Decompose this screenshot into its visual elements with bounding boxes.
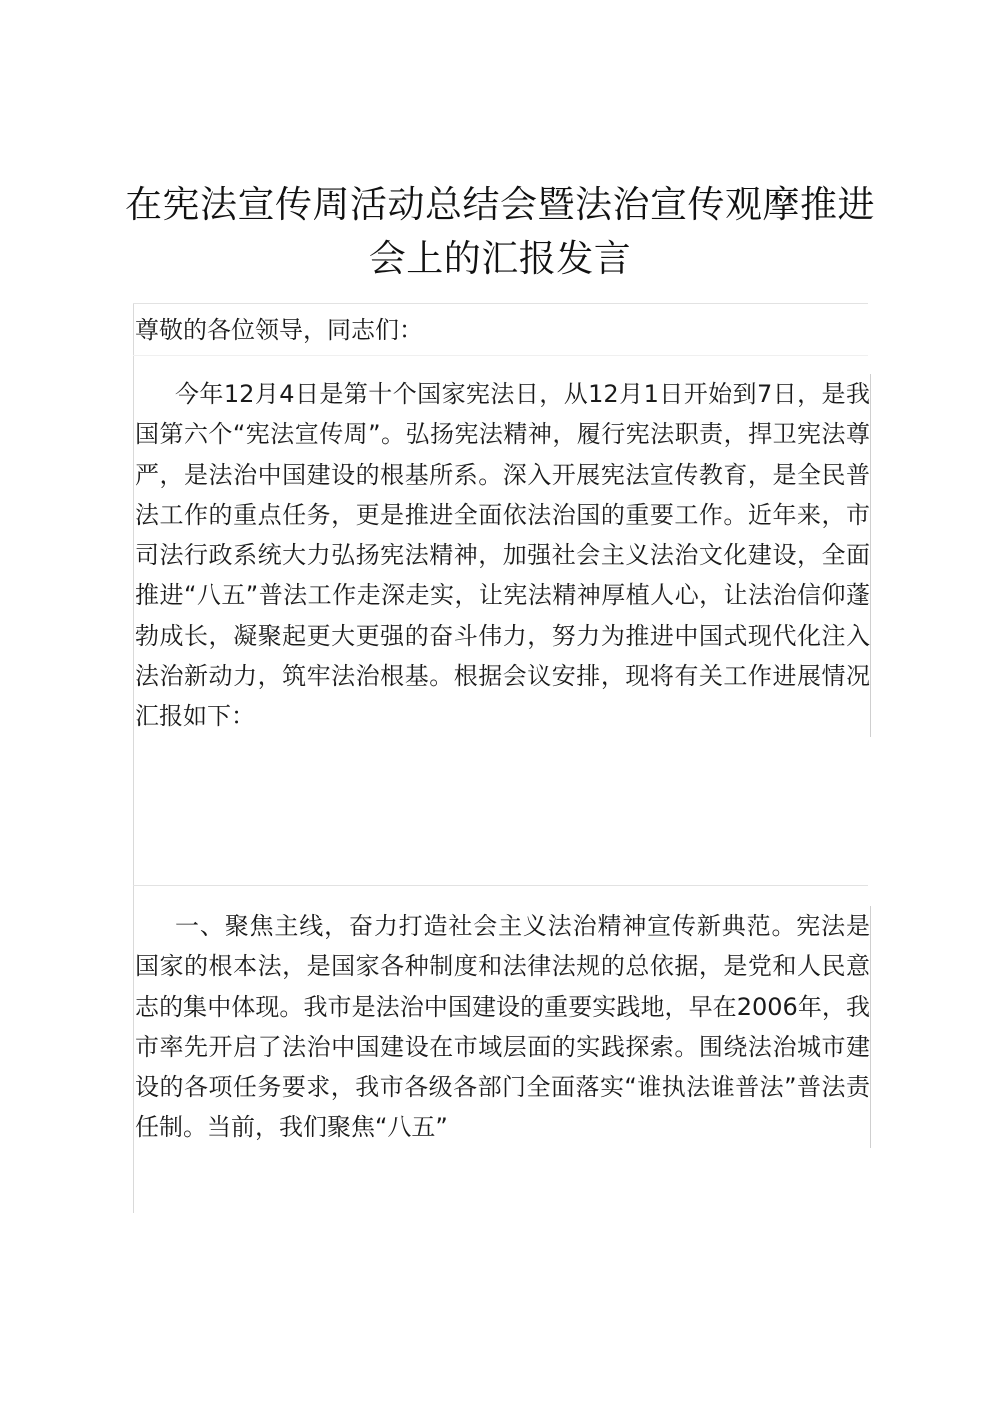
greeting-divider [133, 355, 868, 356]
title-line-1: 在宪法宣传周活动总结会暨法治宣传观摩推进 [125, 183, 875, 226]
paragraph-divider [133, 885, 868, 886]
paragraph-2: 一、聚焦主线，奋力打造社会主义法治精神宣传新典范。宪法是国家的根本法，是国家各种制度和法律法规的总依据，是党和人民意志的集中体现。我市是法治中国建设的重要实践地，早在2006年，我市率先开启了法治中国建设在市域层面的实践探索。围绕法治城市建设的各项任务要求，我市各级各部门全面落实“谁执法谁普法”普法责任制。当前，我们聚焦“八五” [135, 906, 871, 1148]
title-line-2: 会上的汇报发言 [368, 237, 632, 280]
text-frame-top-rule [133, 303, 868, 304]
greeting: 尊敬的各位领导，同志们： [135, 316, 423, 344]
paragraph-1: 今年12月4日是第十个国家宪法日，从12月1日开始到7日，是我国第六个“宪法宣传周”。弘扬宪法精神，履行宪法职责，捍卫宪法尊严，是法治中国建设的根基所系。深入开展宪法宣传教育，是全民普法工作的重点任务，更是推进全面依法治国的重要工作。近年来，市司法行政系统大力弘扬宪法精神，加强社会主义法治文化建设，全面推进“八五”普法工作走深走实，让宪法精神厚植人心，让法治信仰蓬勃成长，凝聚起更大更强的奋斗伟力，努力为推进中国式现代化注入法治新动力，筑牢法治根基。根据会议安排，现将有关工作进展情况汇报如下： [135, 374, 871, 737]
document-title [120, 178, 880, 286]
